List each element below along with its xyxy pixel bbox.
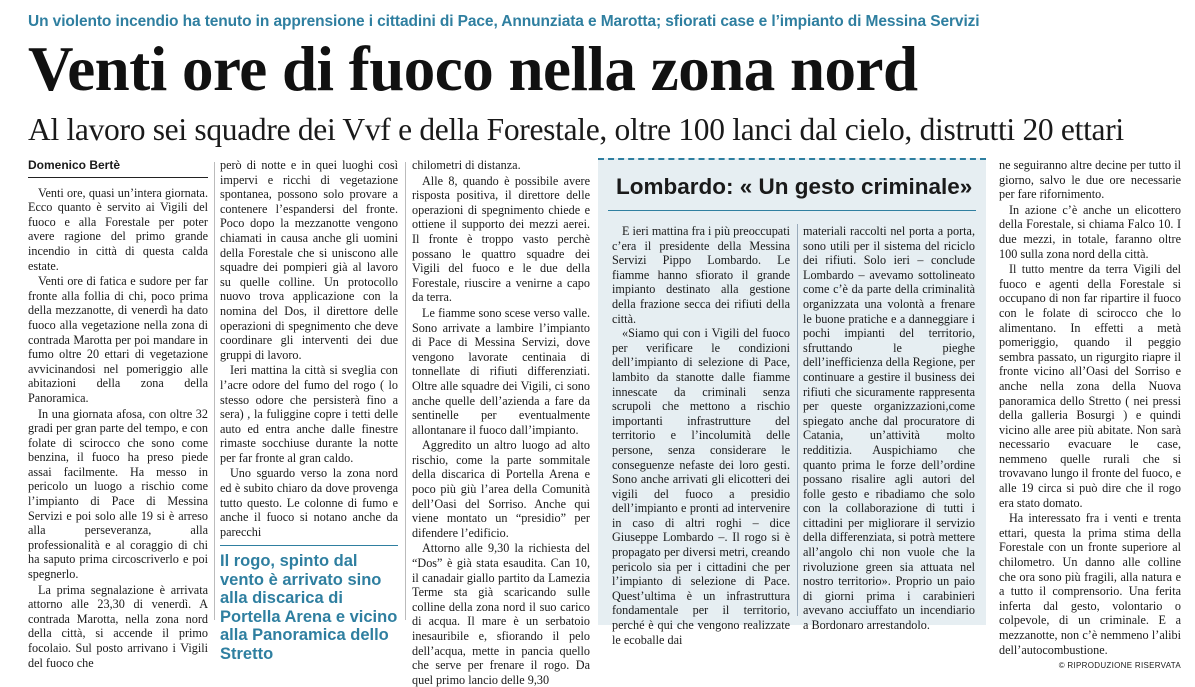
paragraph: chilometri di distanza. (412, 158, 521, 172)
paragraph: Le fiamme sono scese verso valle. Sono arrivate a lambire l’impianto di Pace di Messina Servizi, dove vengono lavorate centinaia di tonnellate di rifiuti differenziati. Oltre alle squadre dei Vigili, ci sono anche quelle dell’azienda a fare da sentinelle per eventualmente allontanare il fuoco dall’impianto. (412, 305, 590, 437)
article-column-6 (999, 158, 1181, 671)
column-divider (214, 162, 215, 620)
paragraph: In una giornata afosa, con oltre 32 gradi per gran parte del tempo, e con folate di scirocco che sono come benzina, il fuoco ha preso piede assai facilmente. Ha messo in pericolo un luogo a rischio come l’impianto di Pace di Messina Servizi e poi solo alle 19 si è arreso alla perseveranza, alla professionalità e al coraggio di chi ha saputo prima circoscriverlo e poi spegnerlo. (28, 406, 208, 582)
paragraph: La prima segnalazione è arrivata attorno alle 23,30 di venerdì. A contrada Marotta, nella zona nord della città, si accende il primo focolaio. Sul posto arrivano i Vigili del fuoco che (28, 582, 208, 670)
paragraph: materiali raccolti nel porta a porta, sono utili per il sistema del riciclo dei rifiuti. Solo ieri – conclude Lombardo – avevamo sottolineato come c’è da parte della criminalità organizzata una volontà a frenare le buone pratiche e a danneggiare i pochi impianti del territorio, sfruttando le pieghe dell’inefficienza della Regione, per continuare a gestire il business dei rifiuti che sicuramente rappresenta per queste organizzazioni,come spiegato anche dal procuratore di Catania, un’attività molto redditizia. Auspichiamo che quanto prima le forze dell’ordine possano risalire agli autori del folle gesto e ribadiamo che solo con la collaborazione di tutti i cittadini per migliorare il servizio della differenziata, si potrà mettere all’angolo chi non vuole che la rivoluzione green sia attuata nel nostro territorio». Proprio un paio di giorni prima i carabinieri avevano acciuffato un incendiario a Bordonaro arrestandolo. (803, 224, 975, 633)
article-column-2 (220, 158, 398, 663)
paragraph: In azione c’è anche un elicottero della Forestale, si chiama Falco 10. I due mezzi, in totale, faranno oltre 100 sulla zona nord della città. (999, 202, 1181, 261)
pull-quote: Il rogo, spinto dal vento è arrivato sino alla discarica di Portella Arena e vicino alla Panoramica dello Stretto (220, 545, 398, 663)
article-kicker: Un violento incendio ha tenuto in apprensione i cittadini di Pace, Annunziata e Marotta; sfiorati case e l’impianto di Messina Servizi (28, 13, 980, 30)
byline: Domenico Bertè (28, 158, 208, 178)
article-subheadline: Al lavoro sei squadre dei Vvf e della Forestale, oltre 100 lanci dal cielo, distrutti 20 ettari (28, 112, 1124, 147)
column-divider (405, 162, 406, 620)
paragraph: però di notte e in quei luoghi così impervi e ricchi di vegetazione spontanea, possono solo provare a contenere l’espandersi del fronte. Poco dopo la mezzanotte vengono chiamati in causa anche gli uomini della Forestale che si uniscono alle squadre dei pompieri già al lavoro su quelle colline. Un protocollo nuovo trova applicazione con la nomina del Dos, il direttore delle operazioni di spegnimento che deve coordinare gli interventi dei due gruppi di lavoro. (220, 158, 398, 362)
sidebar-column-2 (803, 224, 975, 633)
article-column-3 (412, 158, 590, 687)
copyright-notice: © RIPRODUZIONE RISERVATA (1058, 661, 1181, 671)
paragraph: Aggredito un altro luogo ad alto rischio, come la parte sommitale della discarica di Portella Arena e poco più giù l’area della Comunità dell’Oasi del Sorriso. Anche qui viene montato un “presidio” per difendere l’edificio. (412, 438, 590, 540)
paragraph: Attorno alle 9,30 la richiesta del “Dos” è già stata esaudita. Can 10, il canadair giallo partito da Lamezia Terme sta già scaricando sulle colline della zona nord il suo carico di acqua. Il mare è un serbatoio inesauribile e, sfiorando il pelo dell’acqua, mette in pancia quello che serve per frenare il rogo. Da quel primo lancio delle 9,30 (412, 541, 590, 687)
paragraph: E ieri mattina fra i più preoccupati c’era il presidente della Messina Servizi Pippo Lombardo. Le fiamme hanno sfiorato il grande impianto destinato alla gestione della frazione secca dei rifiuti della città. (612, 224, 790, 326)
sidebar-column-1 (612, 224, 790, 647)
sidebar-divider (797, 224, 798, 616)
paragraph: Venti ore di fatica e sudore per far fronte alla follia di chi, poco prima della mezzanotte, di venerdì ha dato fuoco alla vegetazione nella zona di contrada Marotta per poi mandare in fumo oltre 20 ettari di vegetazione avvicinandosi nel pomeriggio alle abitazioni della zona della Panoramica. (28, 274, 208, 405)
article-headline: Venti ore di fuoco nella zona nord (28, 34, 918, 104)
paragraph: Ha interessato fra i venti e trenta ettari, questa la prima stima della Forestale con un fronte superiore al chilometro. Un danno alle colline che ora sono più fragili, alla natura e a tutto il comprensorio. Una ferita inferta dal gesto, volontario o colpevole, di un criminale. E a mezzanotte, non c’è nemmeno l’alibi dell’autocombustione. (999, 511, 1181, 657)
sidebar-box (598, 158, 986, 647)
sidebar-rule (608, 210, 976, 211)
paragraph: Il tutto mentre da terra Vigili del fuoco e agenti della Forestale si occupano di non far ripartire il fuoco con le folate di scirocco che lo alimentano. In effetti a metà pomeriggio, quando il peggio sembra passato, un rigurgito riapre il fronte vicino all’Oasi del Sorriso e anche nella zona della Nuova panoramica dello Stretto ( nei pressi della galleria Bosurgi ) e quindi vicino alle aree più abitate. Non sarà necessario evacuare le case, nemmeno quelle rurali che si trovavano lungo il fronte del fuoco, e alle 19 circa si può dire che il rogo era stato domato. (999, 262, 1181, 510)
paragraph: Ieri mattina la città si sveglia con l’acre odore del fumo del rogo ( lo stesso odore che persisterà fino a sera) , la fuliggine copre i tetti delle auto ed entra anche dalle finestre rimaste socchiuse durante la notte per far fronte al gran caldo. (220, 363, 398, 465)
paragraph: Venti ore, quasi un’intera giornata. Ecco quanto è servito ai Vigili del fuoco e alla Forestale per poter avere ragione del primo grande incendio in città di questa calda estate. (28, 185, 208, 273)
paragraph: ne seguiranno altre decine per tutto il giorno, salvo le due ore necessarie per fare rifornimento. (999, 158, 1181, 202)
article-column-1 (28, 158, 208, 670)
paragraph: Alle 8, quando è possibile avere risposta positiva, il direttore delle operazioni di spegnimento chiede e ottiene il supporto dei mezzi aerei. Il fronte è troppo vasto perchè possano le quattro squadre dei Vigili del fuoco e le due della Forestale, riuscire a venirne a capo da terra. (412, 173, 590, 305)
sidebar-title: Lombardo: « Un gesto criminale» (616, 174, 973, 199)
paragraph: Uno sguardo verso la zona nord ed è subito chiaro da dove provenga tutto questo. Le colonne di fumo e anche il fuoco si notano anche da parecchi (220, 466, 398, 539)
paragraph: «Siamo qui con i Vigili del fuoco per verificare le condizioni dell’impianto di selezione di Pace, lambito da stanotte dalle fiamme innescate da criminali senza scrupoli che mettono a rischio importanti infrastrutture del territorio e l’incolumità delle persone, senza considerare le conseguenze nefaste dei loro gesti. Sono anche arrivati gli elicotteri dei vigili del fuoco a presidio dell’impianto e pronti ad intervenire in caso di altri roghi – dice Giuseppe Lombardo –. Il rogo si è propagato per diversi metri, creando pericolo sia per i cittadini che per l’impianto di selezione di Pace. Quest’ultima è un infrastruttura fondamentale per il territorio, perché è qui che vengono realizzate le ecoballe dai (612, 326, 790, 647)
